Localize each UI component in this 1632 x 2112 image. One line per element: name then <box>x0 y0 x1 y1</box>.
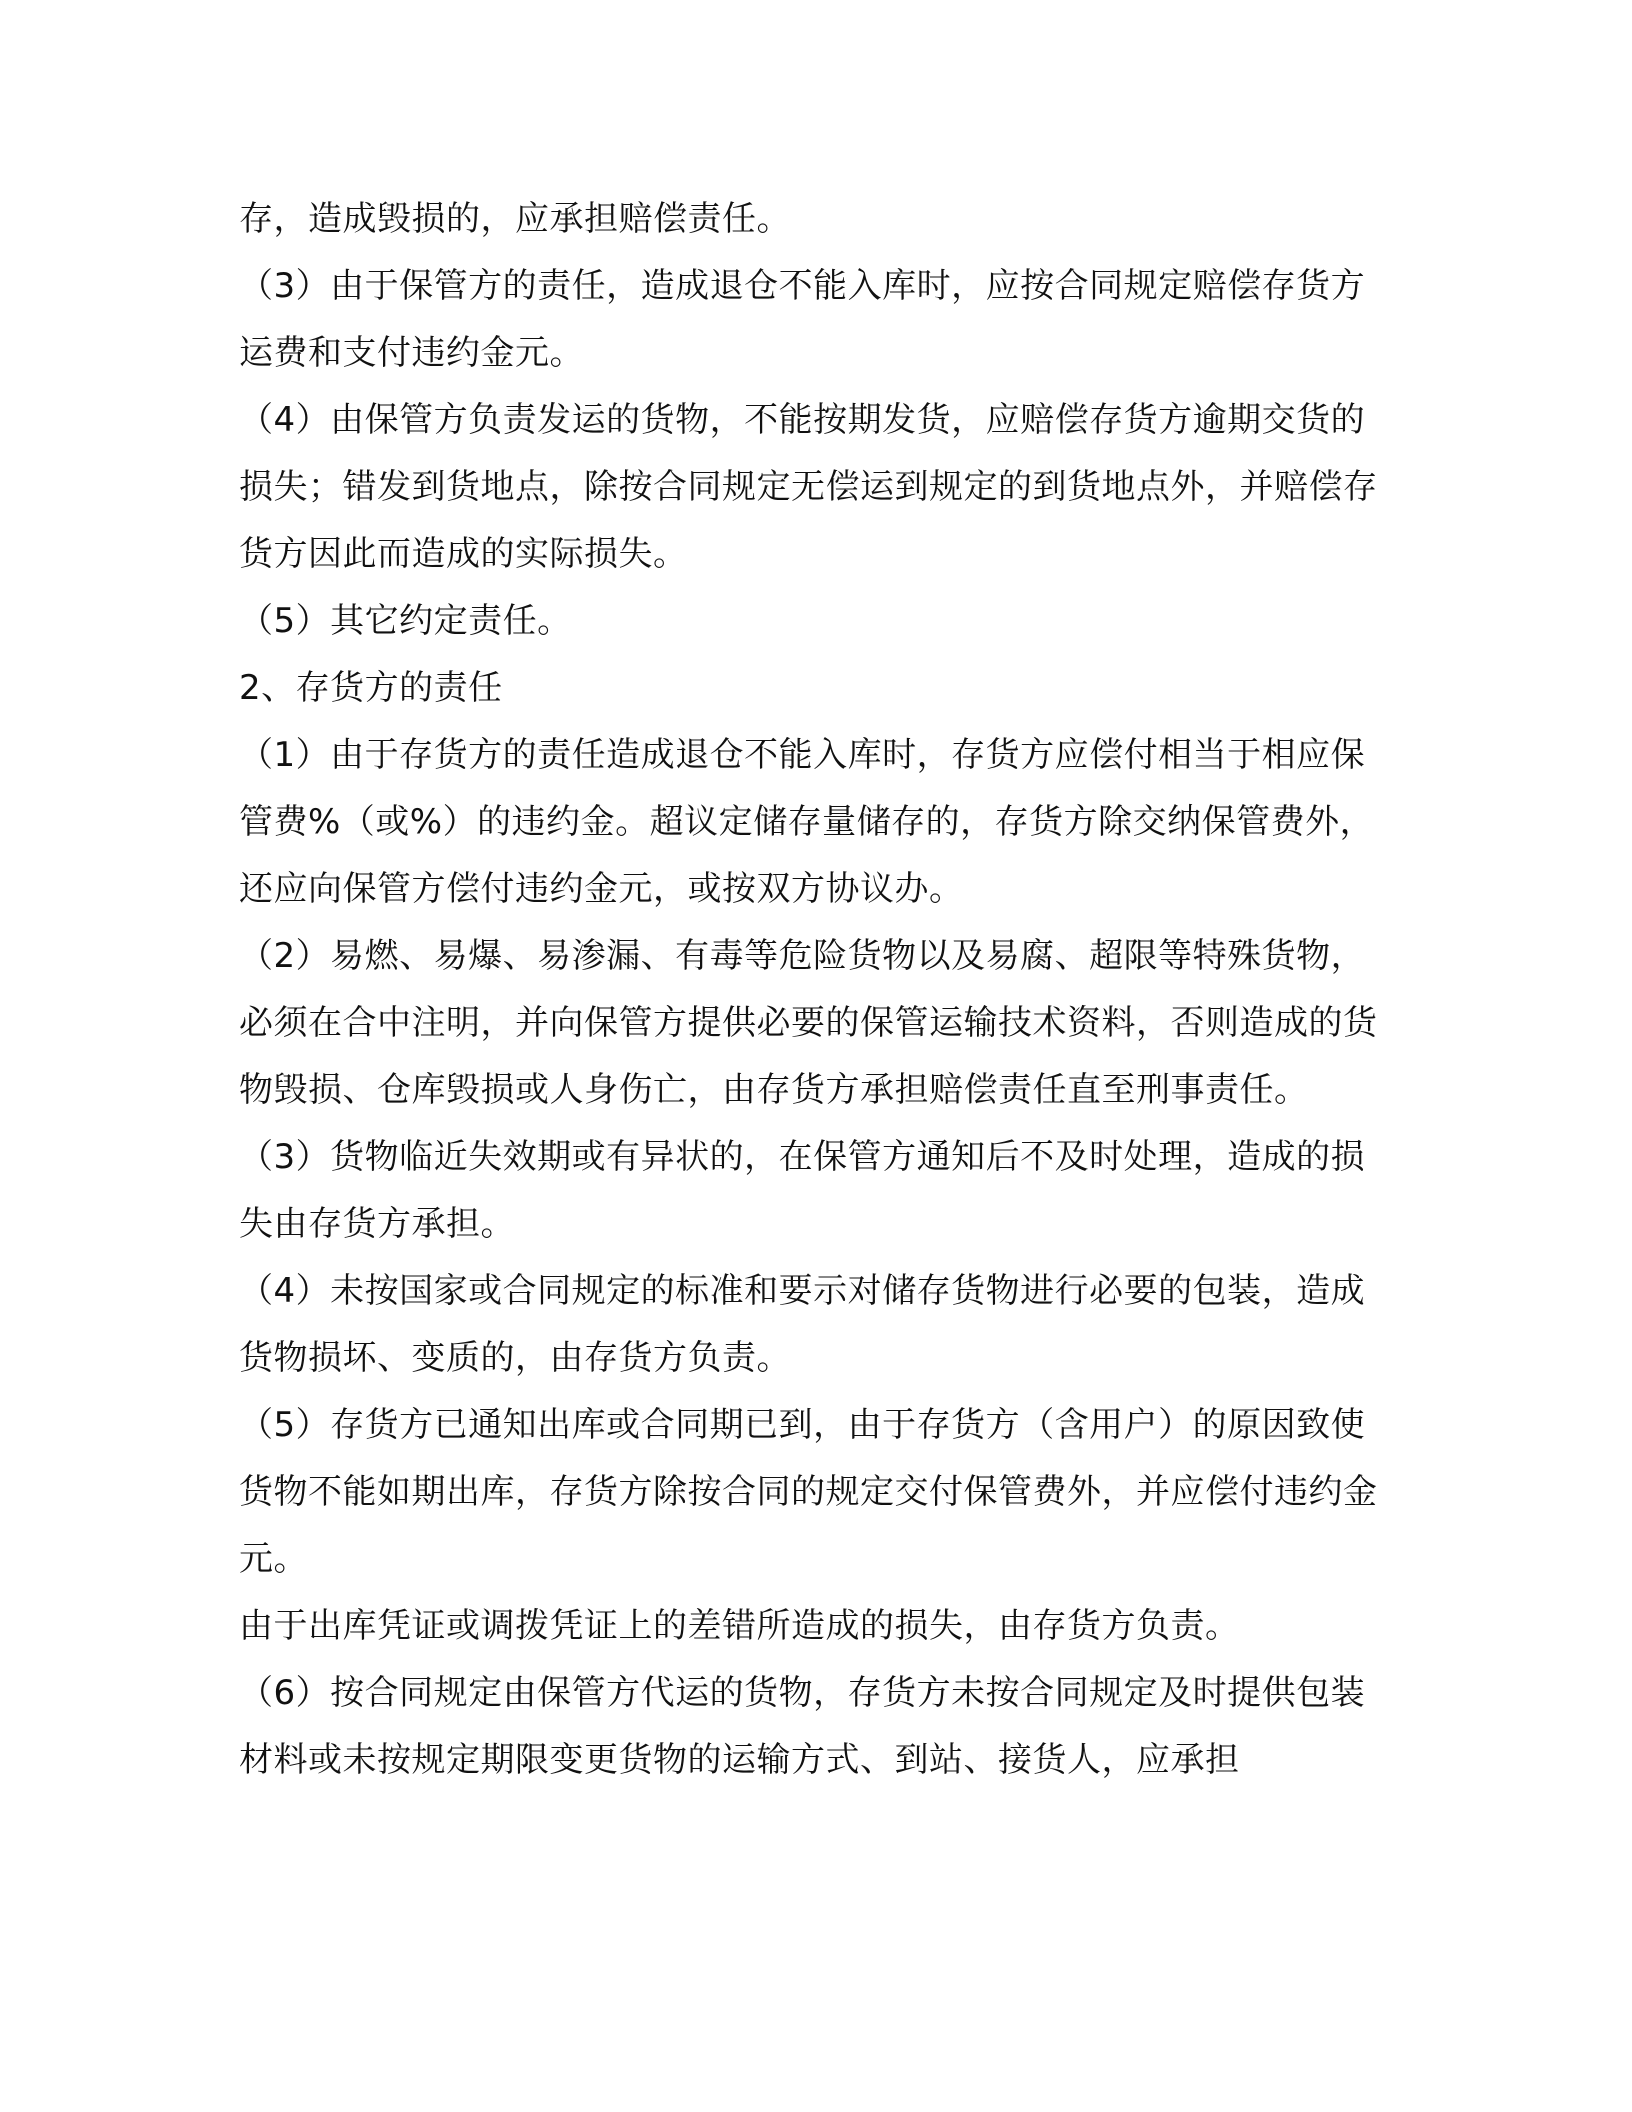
paragraph-depositor-item-2: （2）易燃、易爆、易渗漏、有毒等危险货物以及易腐、超限等特殊货物，必须在合中注明，并向保管方提供必要的保管运输技术资料，否则造成的货物毁损、仓库毁损或人身伤亡，由存货方承担赔偿责任直至刑事责任。 <box>239 936 1378 1110</box>
paragraph-custodian-item-4: （4）由保管方负责发运的货物，不能按期发货，应赔偿存货方逾期交货的损失；错发到货地点，除按合同规定无偿运到规定的到货地点外，并赔偿存货方因此而造成的实际损失。 <box>239 400 1378 574</box>
paragraph-depositor-item-5: （5）存货方已通知出库或合同期已到，由于存货方（含用户）的原因致使货物不能如期出库，存货方除按合同的规定交付保管费外，并应偿付违约金元。 <box>239 1405 1378 1579</box>
paragraph-depositor-item-6: （6）按合同规定由保管方代运的货物，存货方未按合同规定及时提供包装材料或未按规定期限变更货物的运输方式、到站、接货人，应承担 <box>239 1673 1366 1780</box>
paragraph-delivery-voucher-errors: 由于出库凭证或调拨凭证上的差错所造成的损失，由存货方负责。 <box>239 1606 1240 1646</box>
document-body <box>239 186 1399 1794</box>
paragraph-custodian-item-5: （5）其它约定责任。 <box>239 601 572 641</box>
paragraph-depositor-item-3: （3）货物临近失效期或有异状的，在保管方通知后不及时处理，造成的损失由存货方承担。 <box>239 1137 1366 1244</box>
paragraph-depositor-item-1: （1）由于存货方的责任造成退仓不能入库时，存货方应偿付相当于相应保管费%（或%）的违约金。超议定储存量储存的，存货方除交纳保管费外，还应向保管方偿付违约金元，或按双方协议办。 <box>239 735 1375 909</box>
paragraph-continuation: 存，造成毁损的，应承担赔偿责任。 <box>239 199 791 239</box>
paragraph-custodian-item-3: （3）由于保管方的责任，造成退仓不能入库时，应按合同规定赔偿存货方运费和支付违约金元。 <box>239 266 1366 373</box>
paragraph-depositor-item-4: （4）未按国家或合同规定的标准和要示对储存货物进行必要的包装，造成货物损坏、变质的，由存货方负责。 <box>239 1271 1366 1378</box>
section-heading-depositor-liability: 2、存货方的责任 <box>239 668 503 708</box>
